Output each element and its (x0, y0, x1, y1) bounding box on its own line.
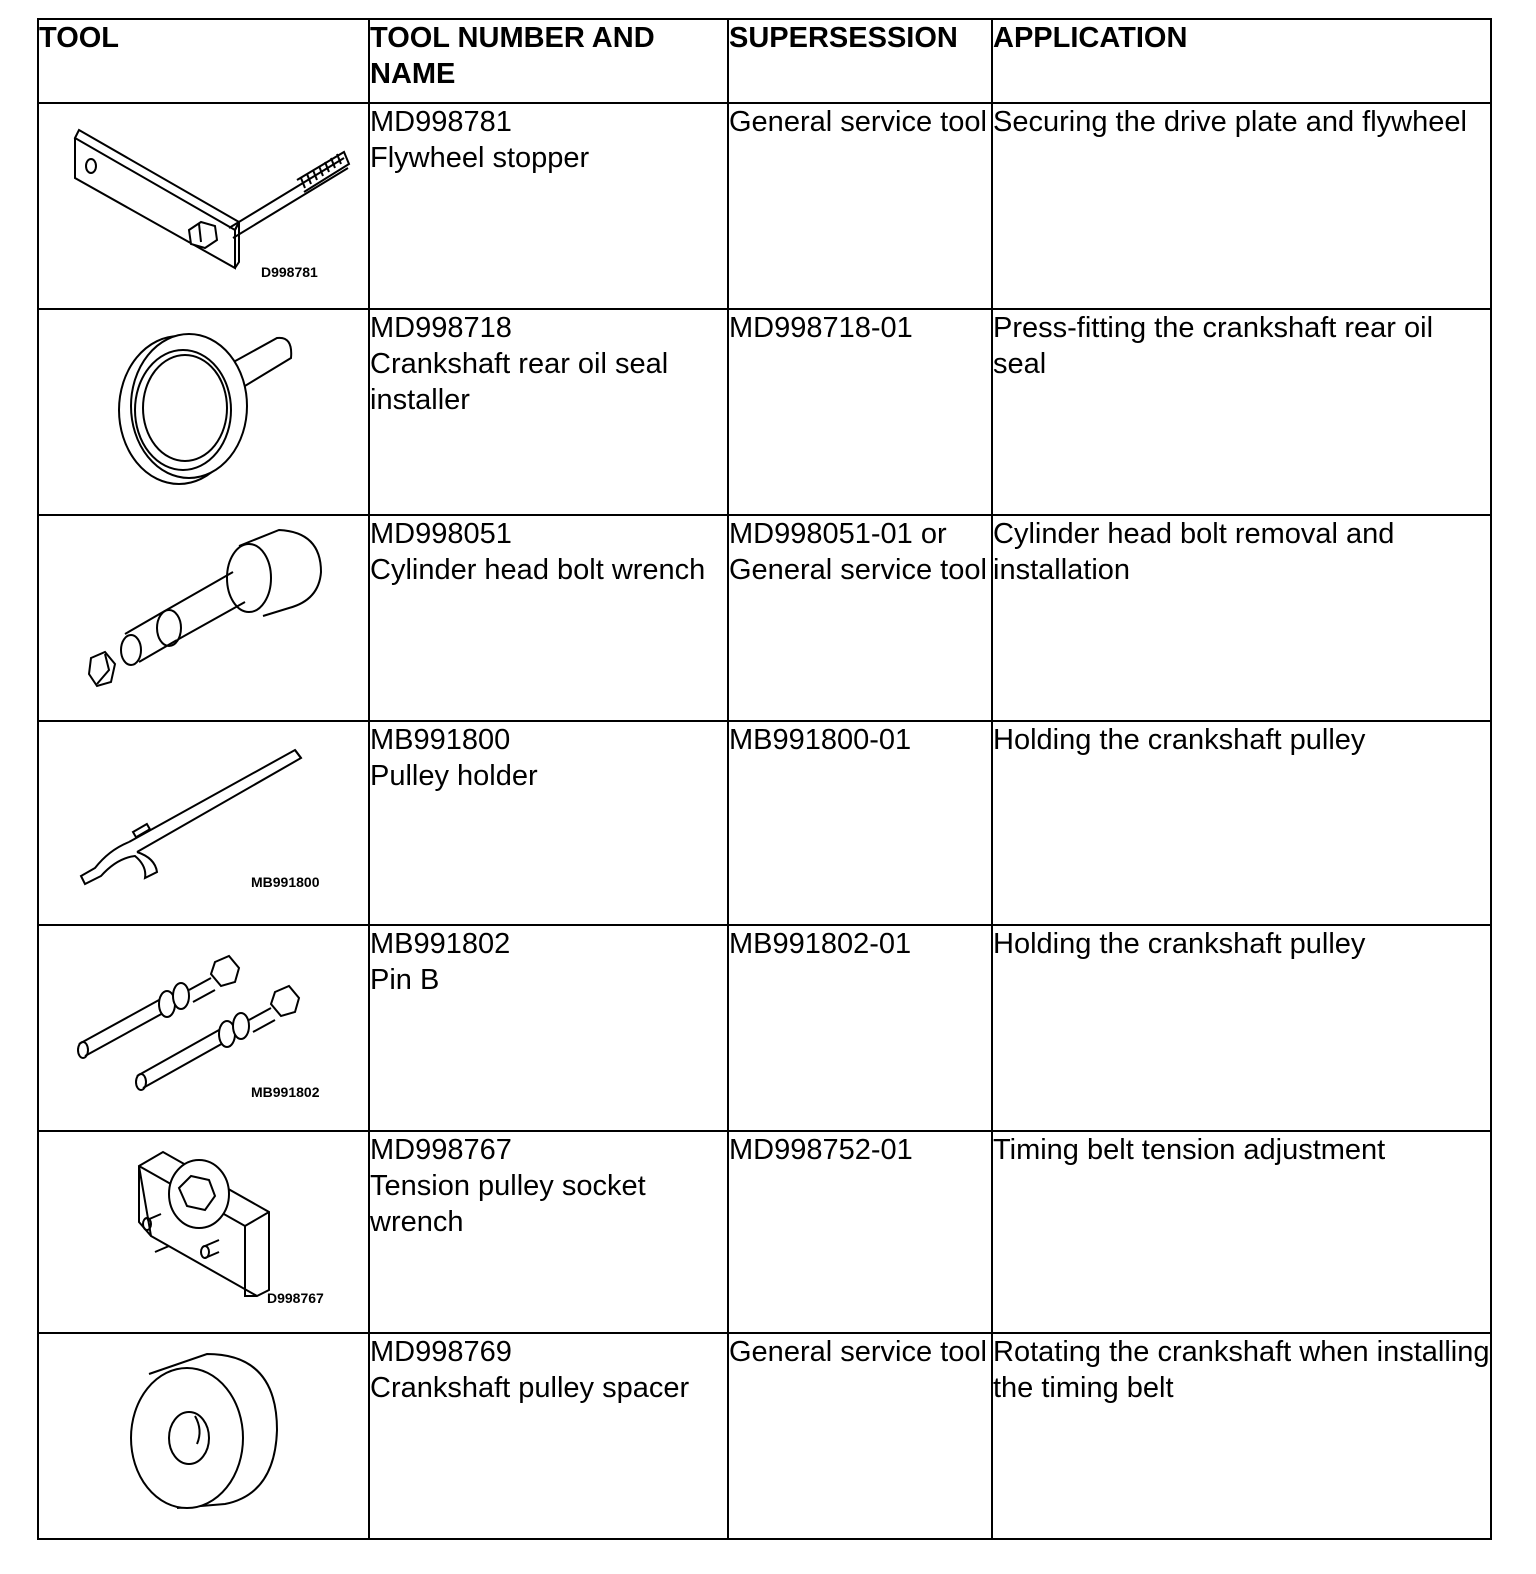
figure-label: MB991800 (251, 874, 320, 890)
application-cell: Cylinder head bolt removal and installation (992, 515, 1491, 721)
application-cell: Holding the crankshaft pulley (992, 925, 1491, 1131)
tool-name: Cylinder head bolt wrench (370, 554, 706, 586)
tool-number-name-cell (369, 1333, 728, 1539)
tool-image-cell (38, 309, 369, 515)
application-cell: Holding the crankshaft pulley (992, 721, 1491, 925)
flywheel-stopper-illustration (39, 104, 368, 308)
tool-name: Crankshaft rear oil seal installer (370, 348, 669, 416)
tool-number: MB991800 (370, 724, 511, 756)
table-row (38, 1333, 1491, 1539)
oil-seal-installer-illustration (39, 310, 368, 514)
tool-image-cell (38, 515, 369, 721)
tool-image-cell (38, 721, 369, 925)
header-row (38, 19, 1491, 103)
tool-image-cell (38, 1131, 369, 1333)
application-cell: Rotating the crankshaft when installing the timing belt (992, 1333, 1491, 1539)
tool-number: MD998767 (370, 1134, 512, 1166)
figure-label: D998767 (267, 1290, 324, 1306)
table-row (38, 309, 1491, 515)
bolt-wrench-illustration (39, 516, 368, 720)
tool-number-name-cell (369, 103, 728, 309)
table-row (38, 1131, 1491, 1333)
header-application: APPLICATION (992, 19, 1491, 103)
table-row (38, 721, 1491, 925)
pulley-spacer-illustration (39, 1334, 368, 1538)
tool-image-cell (38, 925, 369, 1131)
tool-name: Flywheel stopper (370, 142, 590, 174)
tool-name: Tension pulley socket wrench (370, 1170, 646, 1238)
tool-number-name-cell (369, 1131, 728, 1333)
supersession-cell: MD998752-01 (728, 1131, 992, 1333)
supersession-cell: General service tool (728, 103, 992, 309)
tool-number-name-cell (369, 721, 728, 925)
header-supersession: SUPERSESSION (728, 19, 992, 103)
supersession-cell: MB991802-01 (728, 925, 992, 1131)
figure-label: MB991802 (251, 1084, 320, 1100)
supersession-cell: MD998051-01 or General service tool (728, 515, 992, 721)
table-row (38, 925, 1491, 1131)
special-tools-table (37, 18, 1492, 1540)
header-tool: TOOL (38, 19, 369, 103)
tool-number: MD998781 (370, 106, 512, 138)
pulley-holder-illustration (39, 722, 368, 924)
table-row (38, 103, 1491, 309)
tool-image-cell (38, 103, 369, 309)
application-cell: Securing the drive plate and flywheel (992, 103, 1491, 309)
supersession-cell: MB991800-01 (728, 721, 992, 925)
header-tool-number-and-name: TOOL NUMBER AND NAME (369, 19, 728, 103)
table-row (38, 515, 1491, 721)
figure-label: D998781 (261, 264, 318, 280)
application-cell: Press-fitting the crankshaft rear oil seal (992, 309, 1491, 515)
supersession-cell: General service tool (728, 1333, 992, 1539)
tool-number: MD998051 (370, 518, 512, 550)
tool-name: Pin B (370, 964, 440, 996)
tool-number-name-cell (369, 925, 728, 1131)
tool-number: MD998769 (370, 1336, 512, 1368)
tool-number-name-cell (369, 515, 728, 721)
tool-number: MD998718 (370, 312, 512, 344)
tool-name: Pulley holder (370, 760, 538, 792)
supersession-cell: MD998718-01 (728, 309, 992, 515)
tool-name: Crankshaft pulley spacer (370, 1372, 690, 1404)
tool-number: MB991802 (370, 928, 511, 960)
tool-number-name-cell (369, 309, 728, 515)
application-cell: Timing belt tension adjustment (992, 1131, 1491, 1333)
tool-image-cell (38, 1333, 369, 1539)
